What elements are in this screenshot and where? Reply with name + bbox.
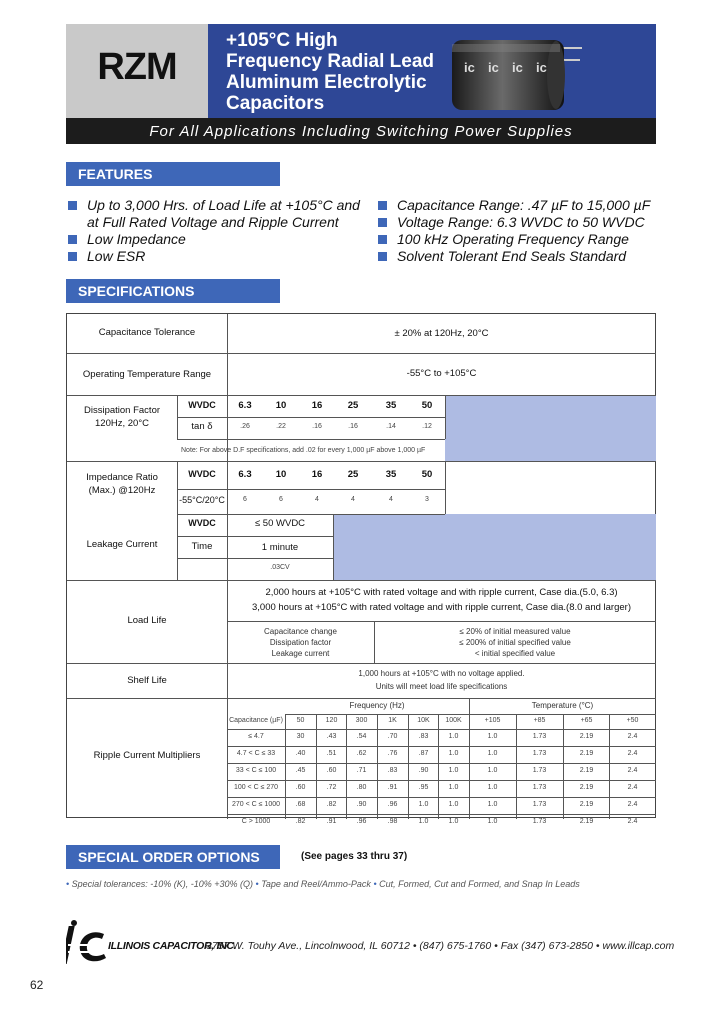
- temperature-column: +65: [580, 717, 593, 724]
- shelf-life-line-2: Units will meet load life specifications: [375, 682, 508, 691]
- imp-ratio-cell: 3: [425, 496, 429, 503]
- feature-item: Up to 3,000 Hrs. of Load Life at +105°C and at Full Rated Voltage and Ripple Current: [66, 197, 372, 231]
- frequency-column: 50: [296, 717, 305, 724]
- impedance-label: Impedance Ratio: [86, 472, 158, 483]
- frequency-column: 300: [355, 717, 368, 724]
- ripple-temp-cell: 1.73: [532, 801, 547, 808]
- load-param: Leakage current: [271, 649, 330, 658]
- ripple-freq-cell: 1.0: [448, 784, 459, 791]
- ripple-freq-cell: .68: [295, 801, 306, 808]
- ripple-temp-cell: 1.0: [487, 818, 498, 825]
- feature-item: Low ESR: [66, 248, 376, 265]
- ripple-cap-cell: 100 < C ≤ 270: [233, 784, 279, 791]
- specifications-table: [66, 313, 656, 825]
- ripple-freq-cell: .62: [356, 750, 367, 757]
- imp-temp-label: -55°C/20°C: [179, 495, 225, 505]
- imp-wvdc-label: WVDC: [188, 469, 216, 479]
- impedance-condition: (Max.) @120Hz: [88, 485, 156, 496]
- load-limit: ≤ 200% of initial specified value: [459, 638, 571, 647]
- company-name: ILLINOIS CAPACITOR, INC.: [108, 940, 237, 952]
- df-tan-cell: .14: [386, 423, 396, 430]
- frequency-column: 10K: [417, 717, 430, 724]
- ripple-freq-cell: .51: [326, 750, 337, 757]
- leak-time-value: 1 minute: [261, 542, 299, 553]
- df-wvdc-label: WVDC: [188, 400, 216, 410]
- df-tan-label: tan δ: [191, 421, 213, 432]
- square-bullet-icon: [68, 235, 77, 244]
- bullet-dot-icon: •: [255, 879, 259, 889]
- square-bullet-icon: [378, 218, 387, 227]
- ripple-temp-cell: 2.4: [627, 818, 638, 825]
- load-limit: ≤ 20% of initial measured value: [459, 627, 571, 636]
- ripple-freq-cell: .76: [387, 750, 398, 757]
- df-tan-cell: .16: [348, 423, 358, 430]
- cap-tolerance-value: ± 20% at 120Hz, 20°C: [394, 328, 489, 339]
- company-logo-icon: [66, 920, 108, 966]
- load-param: Capacitance change: [264, 627, 337, 636]
- ripple-temp-cell: 1.0: [487, 801, 498, 808]
- imp-wvdc-cell: 25: [347, 469, 359, 480]
- company-address: 3757 W. Touhy Ave., Lincolnwood, IL 60712 • (847) 675-1760 • Fax (347) 673-2850 • www.illcap.com: [206, 940, 675, 952]
- specifications-heading: SPECIFICATIONS: [66, 279, 280, 303]
- square-bullet-icon: [378, 235, 387, 244]
- ripple-freq-cell: .98: [387, 818, 398, 825]
- ripple-temp-cell: 1.0: [487, 733, 498, 740]
- df-wvdc-cell: 35: [385, 400, 397, 411]
- ripple-freq-cell: 1.0: [448, 750, 459, 757]
- cap-tolerance-label: Capacitance Tolerance: [98, 327, 196, 338]
- special-option: Tape and Reel/Ammo-Pack: [261, 879, 371, 889]
- ripple-cap-cell: ≤ 4.7: [248, 733, 264, 740]
- ripple-temp-cell: 1.73: [532, 750, 547, 757]
- ripple-temp-cell: 2.19: [579, 767, 594, 774]
- ripple-freq-cell: .96: [387, 801, 398, 808]
- ripple-temp-cell: 2.19: [579, 818, 594, 825]
- ripple-freq-cell: .60: [295, 784, 306, 791]
- frequency-header: Frequency (Hz): [349, 701, 405, 710]
- capacitor-mark: ic: [512, 60, 523, 75]
- ripple-freq-cell: .72: [326, 784, 337, 791]
- ripple-cap-cell: 270 < C ≤ 1000: [231, 801, 280, 808]
- ripple-temp-cell: 1.0: [487, 750, 498, 757]
- op-temp-value: -55°C to +105°C: [406, 368, 477, 379]
- frequency-column: 100K: [445, 717, 462, 724]
- title-line: Frequency Radial Lead: [226, 51, 435, 72]
- ripple-freq-cell: .91: [387, 784, 398, 791]
- imp-ratio-cell: 4: [315, 496, 319, 503]
- df-tan-cell: .22: [276, 423, 286, 430]
- df-tan-cell: .12: [422, 423, 432, 430]
- ripple-freq-cell: .54: [356, 733, 367, 740]
- load-param: Dissipation factor: [269, 638, 332, 647]
- df-label: Dissipation Factor: [83, 405, 161, 416]
- feature-item: Low Impedance: [66, 231, 376, 248]
- bullet-dot-icon: •: [66, 879, 70, 889]
- features-heading: FEATURES: [66, 162, 280, 186]
- ripple-temp-cell: 2.19: [579, 750, 594, 757]
- temperature-column: +50: [626, 717, 639, 724]
- imp-wvdc-cell: 10: [275, 469, 287, 480]
- ripple-freq-cell: .43: [326, 733, 337, 740]
- ripple-temp-cell: 1.73: [532, 733, 547, 740]
- shelf-life-line-1: 1,000 hours at +105°C with no voltage applied.: [358, 669, 525, 678]
- ripple-freq-cell: .90: [356, 801, 367, 808]
- leak-formula: .03CV: [270, 564, 290, 571]
- ripple-freq-cell: .82: [326, 801, 337, 808]
- ripple-freq-cell: .83: [418, 733, 429, 740]
- ripple-freq-cell: 1.0: [448, 818, 459, 825]
- leak-time-label: Time: [191, 541, 213, 552]
- imp-ratio-cell: 4: [351, 496, 355, 503]
- ripple-freq-cell: 30: [296, 733, 305, 740]
- load-life-line-2: 3,000 hours at +105°C with rated voltage and with ripple current, Case dia.(8.0 and larger): [251, 602, 631, 613]
- ripple-cap-cell: C > 1000: [241, 818, 271, 825]
- imp-wvdc-cell: 35: [385, 469, 397, 480]
- imp-ratio-cell: 4: [389, 496, 393, 503]
- ripple-freq-cell: 1.0: [448, 801, 459, 808]
- df-wvdc-cell: 16: [311, 400, 323, 411]
- feature-item: Voltage Range: 6.3 WVDC to 50 WVDC: [376, 214, 666, 231]
- title-line: Capacitors: [226, 93, 325, 114]
- special-option: Cut, Formed, Cut and Formed, and Snap In Leads: [379, 879, 580, 889]
- df-wvdc-cell: 25: [347, 400, 359, 411]
- ripple-temp-cell: 2.4: [627, 733, 638, 740]
- leak-shade: [333, 514, 656, 580]
- feature-item: Capacitance Range: .47 µF to 15,000 µF: [376, 197, 666, 214]
- df-tan-cell: .16: [312, 423, 322, 430]
- special-options: [66, 879, 580, 889]
- special-option: Special tolerances: -10% (K), -10% +30% (Q): [71, 879, 253, 889]
- ripple-freq-cell: .90: [418, 767, 429, 774]
- imp-wvdc-cell: 50: [421, 469, 433, 480]
- df-shade: [445, 395, 656, 461]
- square-bullet-icon: [378, 201, 387, 210]
- capacitor-mark: ic: [488, 60, 499, 75]
- square-bullet-icon: [378, 252, 387, 261]
- title-line: Aluminum Electrolytic: [226, 72, 427, 93]
- ripple-freq-cell: .91: [326, 818, 337, 825]
- ripple-cap-cell: 4.7 < C ≤ 33: [236, 750, 276, 757]
- temperature-column: +105: [484, 717, 501, 724]
- ripple-temp-cell: 1.0: [487, 767, 498, 774]
- imp-ratio-cell: 6: [279, 496, 283, 503]
- special-see-pages: (See pages 33 thru 37): [301, 851, 408, 862]
- load-limit: < initial specified value: [474, 649, 556, 658]
- imp-ratio-cell: 6: [243, 496, 247, 503]
- imp-wvdc-cell: 6.3: [238, 469, 252, 480]
- product-title: [226, 30, 466, 114]
- df-wvdc-cell: 50: [421, 400, 433, 411]
- ripple-cap-cell: 33 < C ≤ 100: [235, 767, 277, 774]
- features-left: [66, 197, 376, 265]
- special-order-heading: SPECIAL ORDER OPTIONS: [66, 845, 280, 869]
- capacitor-image: [442, 30, 582, 114]
- op-temp-label: Operating Temperature Range: [82, 369, 212, 380]
- ripple-freq-cell: .45: [295, 767, 306, 774]
- cap-column-header: Capacitance (µF): [229, 717, 283, 724]
- shelf-life-label: Shelf Life: [127, 675, 167, 686]
- ripple-temp-cell: 2.19: [579, 733, 594, 740]
- leakage-label: Leakage Current: [86, 539, 158, 550]
- temperature-header: Temperature (°C): [531, 701, 594, 710]
- ripple-temp-cell: 2.19: [579, 801, 594, 808]
- ripple-label: Ripple Current Multipliers: [93, 750, 201, 761]
- square-bullet-icon: [68, 252, 77, 261]
- feature-item: Solvent Tolerant End Seals Standard: [376, 248, 666, 265]
- ripple-freq-cell: 1.0: [448, 767, 459, 774]
- page-number: 62: [30, 978, 44, 992]
- series-name: RZM: [97, 46, 177, 88]
- frequency-column: 120: [325, 717, 338, 724]
- ripple-temp-cell: 1.73: [532, 784, 547, 791]
- df-wvdc-cell: 6.3: [238, 400, 252, 411]
- load-life-line-1: 2,000 hours at +105°C with rated voltage and with ripple current, Case dia.(5.0, 6.3): [265, 587, 618, 598]
- ripple-freq-cell: .70: [387, 733, 398, 740]
- ripple-freq-cell: .80: [356, 784, 367, 791]
- ripple-temp-cell: 2.4: [627, 801, 638, 808]
- frequency-column: 1K: [388, 717, 397, 724]
- load-life-label: Load Life: [127, 615, 167, 626]
- ripple-temp-cell: 1.0: [487, 784, 498, 791]
- ripple-freq-cell: .83: [387, 767, 398, 774]
- ripple-temp-cell: 2.4: [627, 750, 638, 757]
- leak-wvdc-value: ≤ 50 WVDC: [254, 518, 306, 529]
- ripple-freq-cell: .82: [295, 818, 306, 825]
- ripple-freq-cell: .87: [418, 750, 429, 757]
- ripple-temp-cell: 2.4: [627, 784, 638, 791]
- df-condition: 120Hz, 20°C: [95, 418, 149, 429]
- ripple-temp-cell: 1.73: [532, 818, 547, 825]
- features-right: [376, 197, 666, 265]
- ripple-freq-cell: .71: [356, 767, 367, 774]
- feature-item: 100 kHz Operating Frequency Range: [376, 231, 666, 248]
- df-wvdc-cell: 10: [275, 400, 287, 411]
- df-note: Note: For above D.F specifications, add .02 for every 1,000 µF above 1,000 µF: [181, 447, 426, 454]
- ripple-freq-cell: .40: [295, 750, 306, 757]
- temperature-column: +85: [533, 717, 546, 724]
- ripple-freq-cell: .95: [418, 784, 429, 791]
- ripple-freq-cell: .96: [356, 818, 367, 825]
- ripple-freq-cell: 1.0: [448, 733, 459, 740]
- ripple-temp-cell: 2.4: [627, 767, 638, 774]
- title-line: +105°C High: [226, 30, 338, 51]
- df-tan-cell: .26: [240, 423, 250, 430]
- ripple-freq-cell: 1.0: [418, 801, 429, 808]
- capacitor-mark: ic: [464, 60, 475, 75]
- square-bullet-icon: [68, 201, 77, 210]
- bullet-dot-icon: •: [373, 879, 377, 889]
- ripple-freq-cell: .60: [326, 767, 337, 774]
- subtitle: For All Applications Including Switching Power Supplies: [149, 123, 573, 140]
- ripple-freq-cell: 1.0: [418, 818, 429, 825]
- capacitor-mark: ic: [536, 60, 547, 75]
- imp-wvdc-cell: 16: [311, 469, 323, 480]
- leak-wvdc-label: WVDC: [188, 518, 216, 528]
- ripple-temp-cell: 1.73: [532, 767, 547, 774]
- ripple-temp-cell: 2.19: [579, 784, 594, 791]
